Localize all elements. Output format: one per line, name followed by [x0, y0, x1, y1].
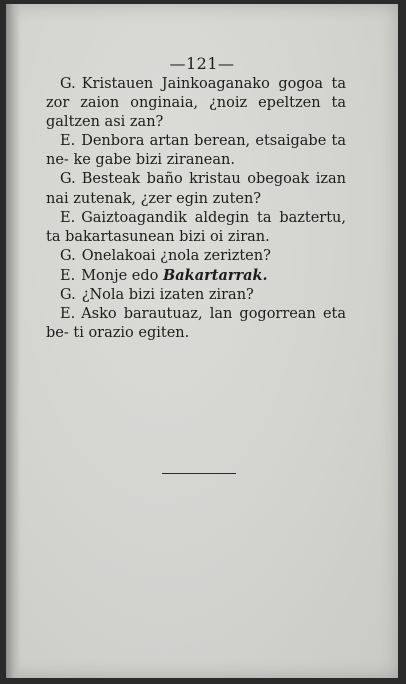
dialogue-question-1: [46, 75, 346, 132]
dialogue-answer-2: [46, 209, 346, 247]
dialogue-answer-4: [46, 305, 346, 343]
dialogue-answer-1: [46, 132, 346, 170]
section-end-rule: [162, 473, 236, 474]
dialogue-line: nai zutenak, ¿zer egin zuten?: [46, 190, 262, 207]
dialogue-line: Asko barautuaz, lan gogorrean eta be-: [46, 306, 346, 342]
italic-term: Bakartarrak.: [163, 266, 268, 284]
speaker-label: E.: [60, 267, 76, 284]
page-number: —121—: [169, 54, 235, 73]
dialogue-line: Denbora artan berean, etsaigabe ta ne-: [46, 133, 346, 169]
speaker-label: G.: [60, 287, 76, 304]
book-page: [6, 4, 398, 678]
speaker-label: E.: [60, 133, 76, 150]
dialogue-text: [46, 75, 346, 343]
dialogue-line: ti orazio egiten.: [73, 325, 190, 342]
dialogue-line: Onelakoai ¿nola zerizten?: [81, 247, 271, 264]
speaker-label: E.: [60, 306, 76, 323]
dialogue-line: bakartasunean bizi oi ziran.: [65, 228, 270, 245]
speaker-label: G.: [60, 171, 76, 188]
dialogue-line: zaion onginaia, ¿noiz epeltzen ta galtzen asi: [46, 95, 346, 131]
dialogue-line: Kristauen Jainkoaganako gogoa ta zor: [46, 76, 346, 112]
dialogue-line: ke gabe bizi ziranean.: [73, 152, 235, 169]
speaker-label: G.: [60, 247, 76, 264]
dialogue-question-4: [46, 286, 346, 305]
dialogue-line: zan?: [129, 114, 164, 131]
dialogue-question-2: [46, 170, 346, 208]
speaker-label: G.: [60, 76, 76, 92]
dialogue-line: ¿Nola bizi izaten ziran?: [81, 287, 254, 304]
dialogue-line: Besteak baño kristau obegoak izan: [81, 171, 346, 188]
dialogue-line: Gaiztoagandik aldegin ta baztertu, ta: [46, 209, 346, 245]
page-binding-shadow: [6, 4, 20, 678]
speaker-label: E.: [60, 209, 76, 226]
dialogue-question-3: [46, 247, 346, 266]
dialogue-answer-3: [46, 266, 346, 286]
dialogue-line: Monje edo: [81, 267, 164, 284]
